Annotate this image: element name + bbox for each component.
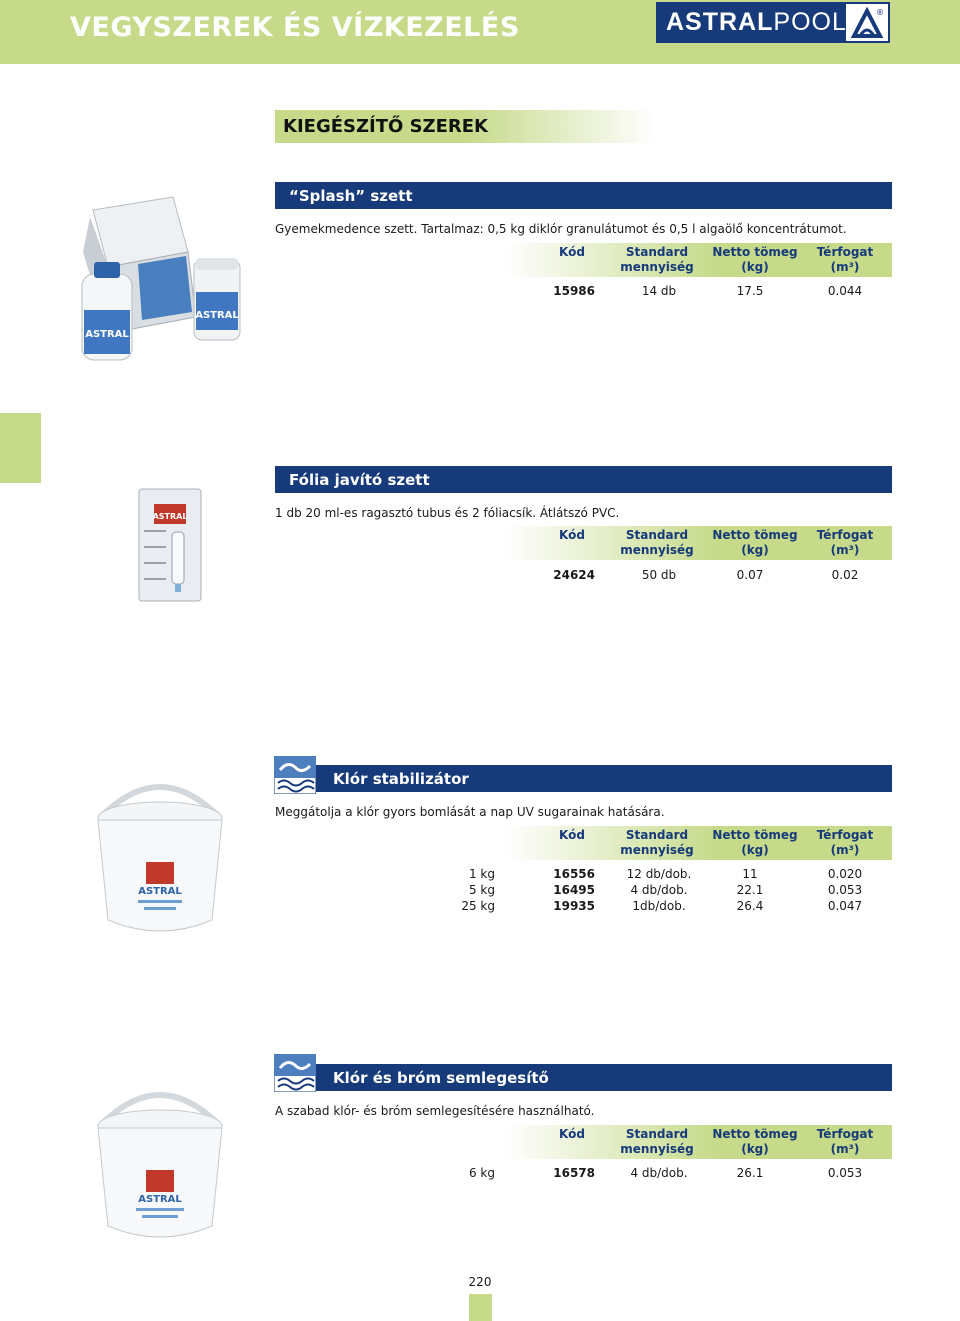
table-row: 15986 14 db 17.5 0.044 — [553, 284, 863, 298]
svg-text:ASTRAL: ASTRAL — [138, 1194, 182, 1205]
logo-symbol-icon — [850, 6, 884, 39]
page-number: 220 — [468, 1275, 492, 1289]
astralpool-logo — [656, 2, 890, 43]
product-title: “Splash” szett — [289, 187, 413, 205]
table-row: 25 kg 19935 1db/dob. 26.4 0.047 — [461, 899, 863, 913]
header-netto: Netto tömeg (kg) — [712, 1127, 798, 1156]
table-header — [505, 243, 892, 277]
header-standard: Standard mennyiség — [620, 828, 694, 857]
svg-text:ASTRAL: ASTRAL — [138, 886, 182, 897]
product-header-stabilizer — [275, 765, 892, 792]
section-banner — [275, 110, 655, 143]
header-kod: Kód — [559, 245, 585, 259]
product-header-foil — [275, 466, 892, 493]
page-tab — [469, 1294, 492, 1321]
header-standard: Standard mennyiség — [620, 1127, 694, 1156]
header-terfogat: Térfogat (m³) — [816, 528, 874, 557]
product-description: Gyemekmedence szett. Tartalmaz: 0,5 kg diklór granulátumot és 0,5 l algaölő koncentrátumot. — [275, 222, 847, 236]
header-kod: Kód — [559, 528, 585, 542]
header-terfogat: Térfogat (m³) — [816, 245, 874, 274]
header-terfogat: Térfogat (m³) — [816, 1127, 874, 1156]
neutralizer-bucket-image — [90, 1078, 230, 1242]
logo-text: ASTRALPOOL — [666, 8, 847, 36]
product-title: Fólia javító szett — [289, 471, 430, 489]
product-header-neutralizer — [275, 1064, 892, 1091]
header-netto: Netto tömeg (kg) — [712, 528, 798, 557]
svg-text:ASTRAL: ASTRAL — [85, 329, 129, 340]
table-header — [505, 826, 892, 860]
product-header-splash — [275, 182, 892, 209]
product-title: Klór és bróm semlegesítő — [333, 1069, 549, 1087]
splash-set-image — [78, 192, 246, 364]
product-description: Meggátolja a klór gyors bomlását a nap UV sugarainak hatására. — [275, 805, 665, 819]
section-title: KIEGÉSZÍTŐ SZEREK — [283, 116, 488, 137]
header-standard: Standard mennyiség — [620, 245, 694, 274]
header-kod: Kód — [559, 1127, 585, 1141]
header-netto: Netto tömeg (kg) — [712, 828, 798, 857]
side-tab — [0, 413, 41, 483]
svg-text:ASTRAL: ASTRAL — [152, 512, 188, 521]
product-description: A szabad klór- és bróm semlegesítésére használható. — [275, 1104, 595, 1118]
table-header — [505, 1125, 892, 1159]
header-kod: Kód — [559, 828, 585, 842]
table-row: 1 kg 16556 12 db/dob. 11 0.020 — [468, 867, 863, 881]
chlorine-stabilizer-bucket-image — [90, 770, 230, 936]
product-title: Klór stabilizátor — [333, 770, 469, 788]
svg-text:®: ® — [876, 8, 884, 17]
table-row: 24624 50 db 0.07 0.02 — [553, 568, 859, 582]
page-title: VEGYSZEREK ÉS VÍZKEZELÉS — [70, 12, 520, 43]
header-terfogat: Térfogat (m³) — [816, 828, 874, 857]
pool-water-icon — [274, 756, 316, 794]
header-standard: Standard mennyiség — [620, 528, 694, 557]
foil-repair-kit-image — [138, 488, 202, 602]
table-row: 6 kg 16578 4 db/dob. 26.1 0.053 — [468, 1166, 863, 1180]
pool-water-icon — [274, 1054, 316, 1092]
svg-text:ASTRAL: ASTRAL — [195, 310, 239, 321]
table-header — [505, 526, 892, 560]
product-description: 1 db 20 ml-es ragasztó tubus és 2 fóliacsík. Átlátszó PVC. — [275, 506, 620, 520]
header-netto: Netto tömeg (kg) — [712, 245, 798, 274]
table-row: 5 kg 16495 4 db/dob. 22.1 0.053 — [468, 883, 863, 897]
